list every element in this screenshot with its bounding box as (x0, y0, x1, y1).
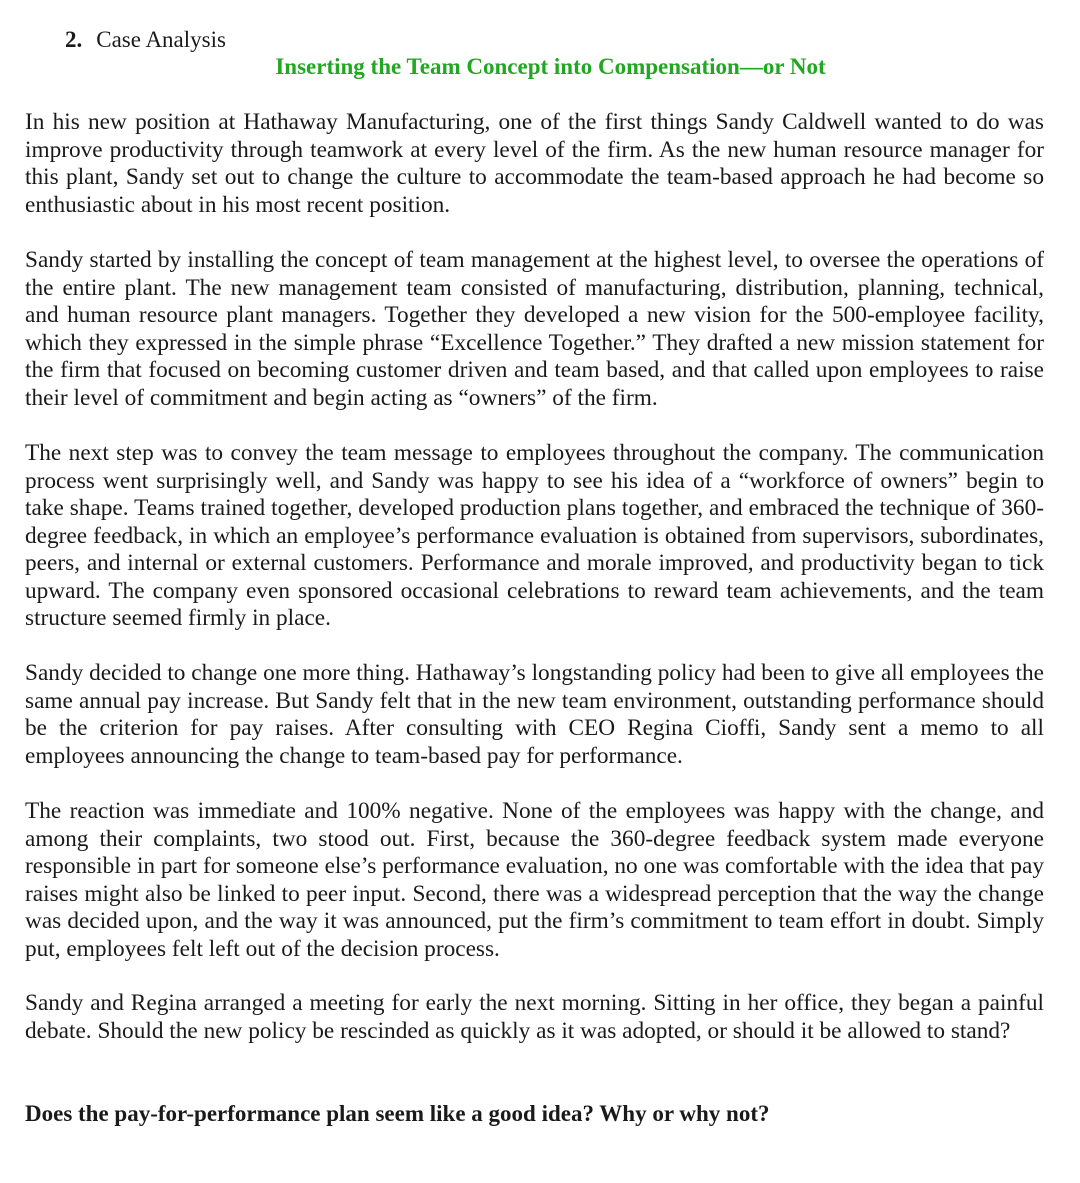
paragraph-1: In his new position at Hathaway Manufacturing, one of the first things Sandy Caldwell wanted to do was improve productivity through teamwork at every level of the firm. As the new human resource manager for this plant, Sandy set out to change the culture to accommodate the team-based approach he had become so enthusiastic about in his most recent position. (25, 109, 1044, 218)
case-title: Inserting the Team Concept into Compensation—or Not (275, 54, 826, 79)
discussion-question: Does the pay-for-performance plan seem like a good idea? Why or why not? (25, 1101, 770, 1126)
paragraph-3: The next step was to convey the team message to employees throughout the company. The communication process went surprisingly well, and Sandy was happy to see his idea of a “workforce of owners” begin to take shape. Teams trained together, developed production plans together, and embraced the technique of 360-degree feedback, in which an employee’s performance evaluation is obtained from supervisors, subordinates, peers, and internal or external customers. Performance and morale improved, and productivity began to tick upward. The company even sponsored occasional celebrations to reward team achievements, and the team structure seemed firmly in place. (25, 440, 1044, 631)
paragraph-5: The reaction was immediate and 100% negative. None of the employees was happy with the change, and among their complaints, two stood out. First, because the 360-degree feedback system made everyone responsible in part for someone else’s performance evaluation, no one was comfortable with the idea that pay raises might also be linked to peer input. Second, there was a widespread perception that the way the change was decided upon, and the way it was announced, put the firm’s commitment to team effort in doubt. Simply put, employees felt left out of the decision process. (25, 798, 1044, 962)
section-number: 2. (65, 27, 83, 52)
paragraph-4: Sandy decided to change one more thing. Hathaway’s longstanding policy had been to give all employees the same annual pay increase. But Sandy felt that in the new team environment, outstanding performance should be the criterion for pay raises. After consulting with CEO Regina Cioffi, Sandy sent a memo to all employees announcing the change to team-based pay for performance. (25, 660, 1044, 769)
paragraph-6: Sandy and Regina arranged a meeting for early the next morning. Sitting in her office, they began a painful debate. Should the new policy be rescinded as quickly as it was adopted, or should it be allowed to stand? (25, 990, 1044, 1044)
section-title: Case Analysis (96, 27, 226, 52)
paragraph-2: Sandy started by installing the concept of team management at the highest level, to oversee the operations of the entire plant. The new management team consisted of manufacturing, distribution, planning, technical, and human resource plant managers. Together they developed a new vision for the 500-employee facility, which they expressed in the simple phrase “Excellence Together.” They drafted a new mission statement for the firm that focused on becoming customer driven and team based, and that called upon employees to raise their level of commitment and begin acting as “owners” of the firm. (25, 247, 1044, 411)
section-heading (65, 26, 226, 54)
